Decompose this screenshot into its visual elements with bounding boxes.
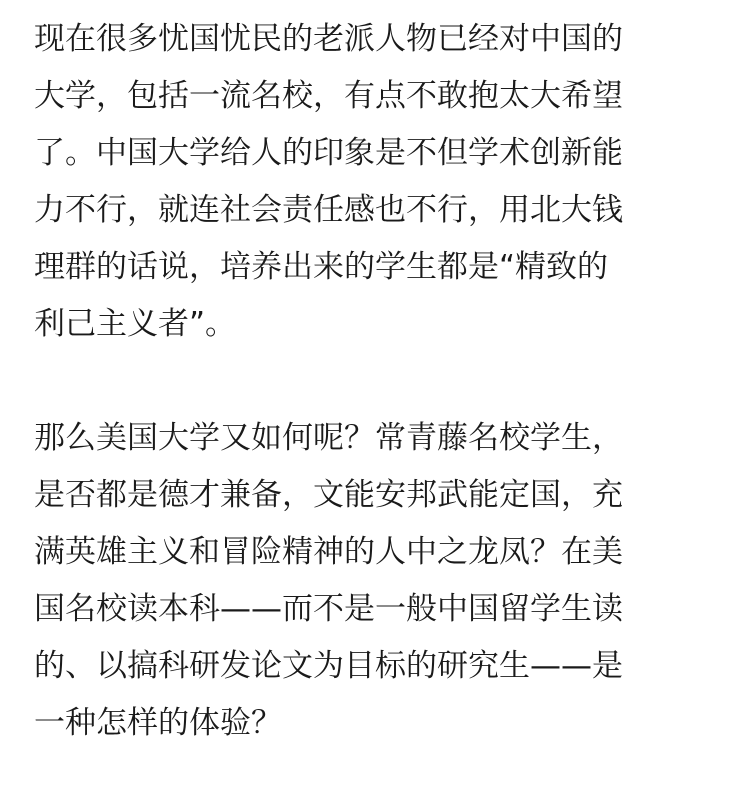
- paragraph-1: [34, 11, 726, 353]
- text-line: 利己主义者”。: [34, 306, 237, 342]
- text-line: 国名校读本科——而不是一般中国留学生读: [34, 591, 623, 627]
- text-line: 了。中国大学给人的印象是不但学术创新能: [34, 135, 623, 171]
- text-line: 那么美国大学又如何呢？常青藤名校学生，: [34, 420, 623, 456]
- text-line: 满英雄主义和冒险精神的人中之龙凤？在美: [34, 534, 623, 570]
- text-line: 的、以搞科研发论文为目标的研究生——是: [34, 648, 623, 684]
- text-line: 一种怎样的体验？: [34, 705, 282, 741]
- paragraph-spacer: [34, 353, 726, 410]
- text-line: 是否都是德才兼备，文能安邦武能定国，充: [34, 477, 623, 513]
- text-line: 大学，包括一流名校，有点不敢抱太大希望: [34, 78, 623, 114]
- text-line: 理群的话说，培养出来的学生都是“精致的: [34, 249, 609, 285]
- text-line: 力不行，就连社会责任感也不行，用北大钱: [34, 192, 623, 228]
- text-line: 现在很多忧国忧民的老派人物已经对中国的: [34, 21, 623, 57]
- paragraph-2: [34, 410, 726, 752]
